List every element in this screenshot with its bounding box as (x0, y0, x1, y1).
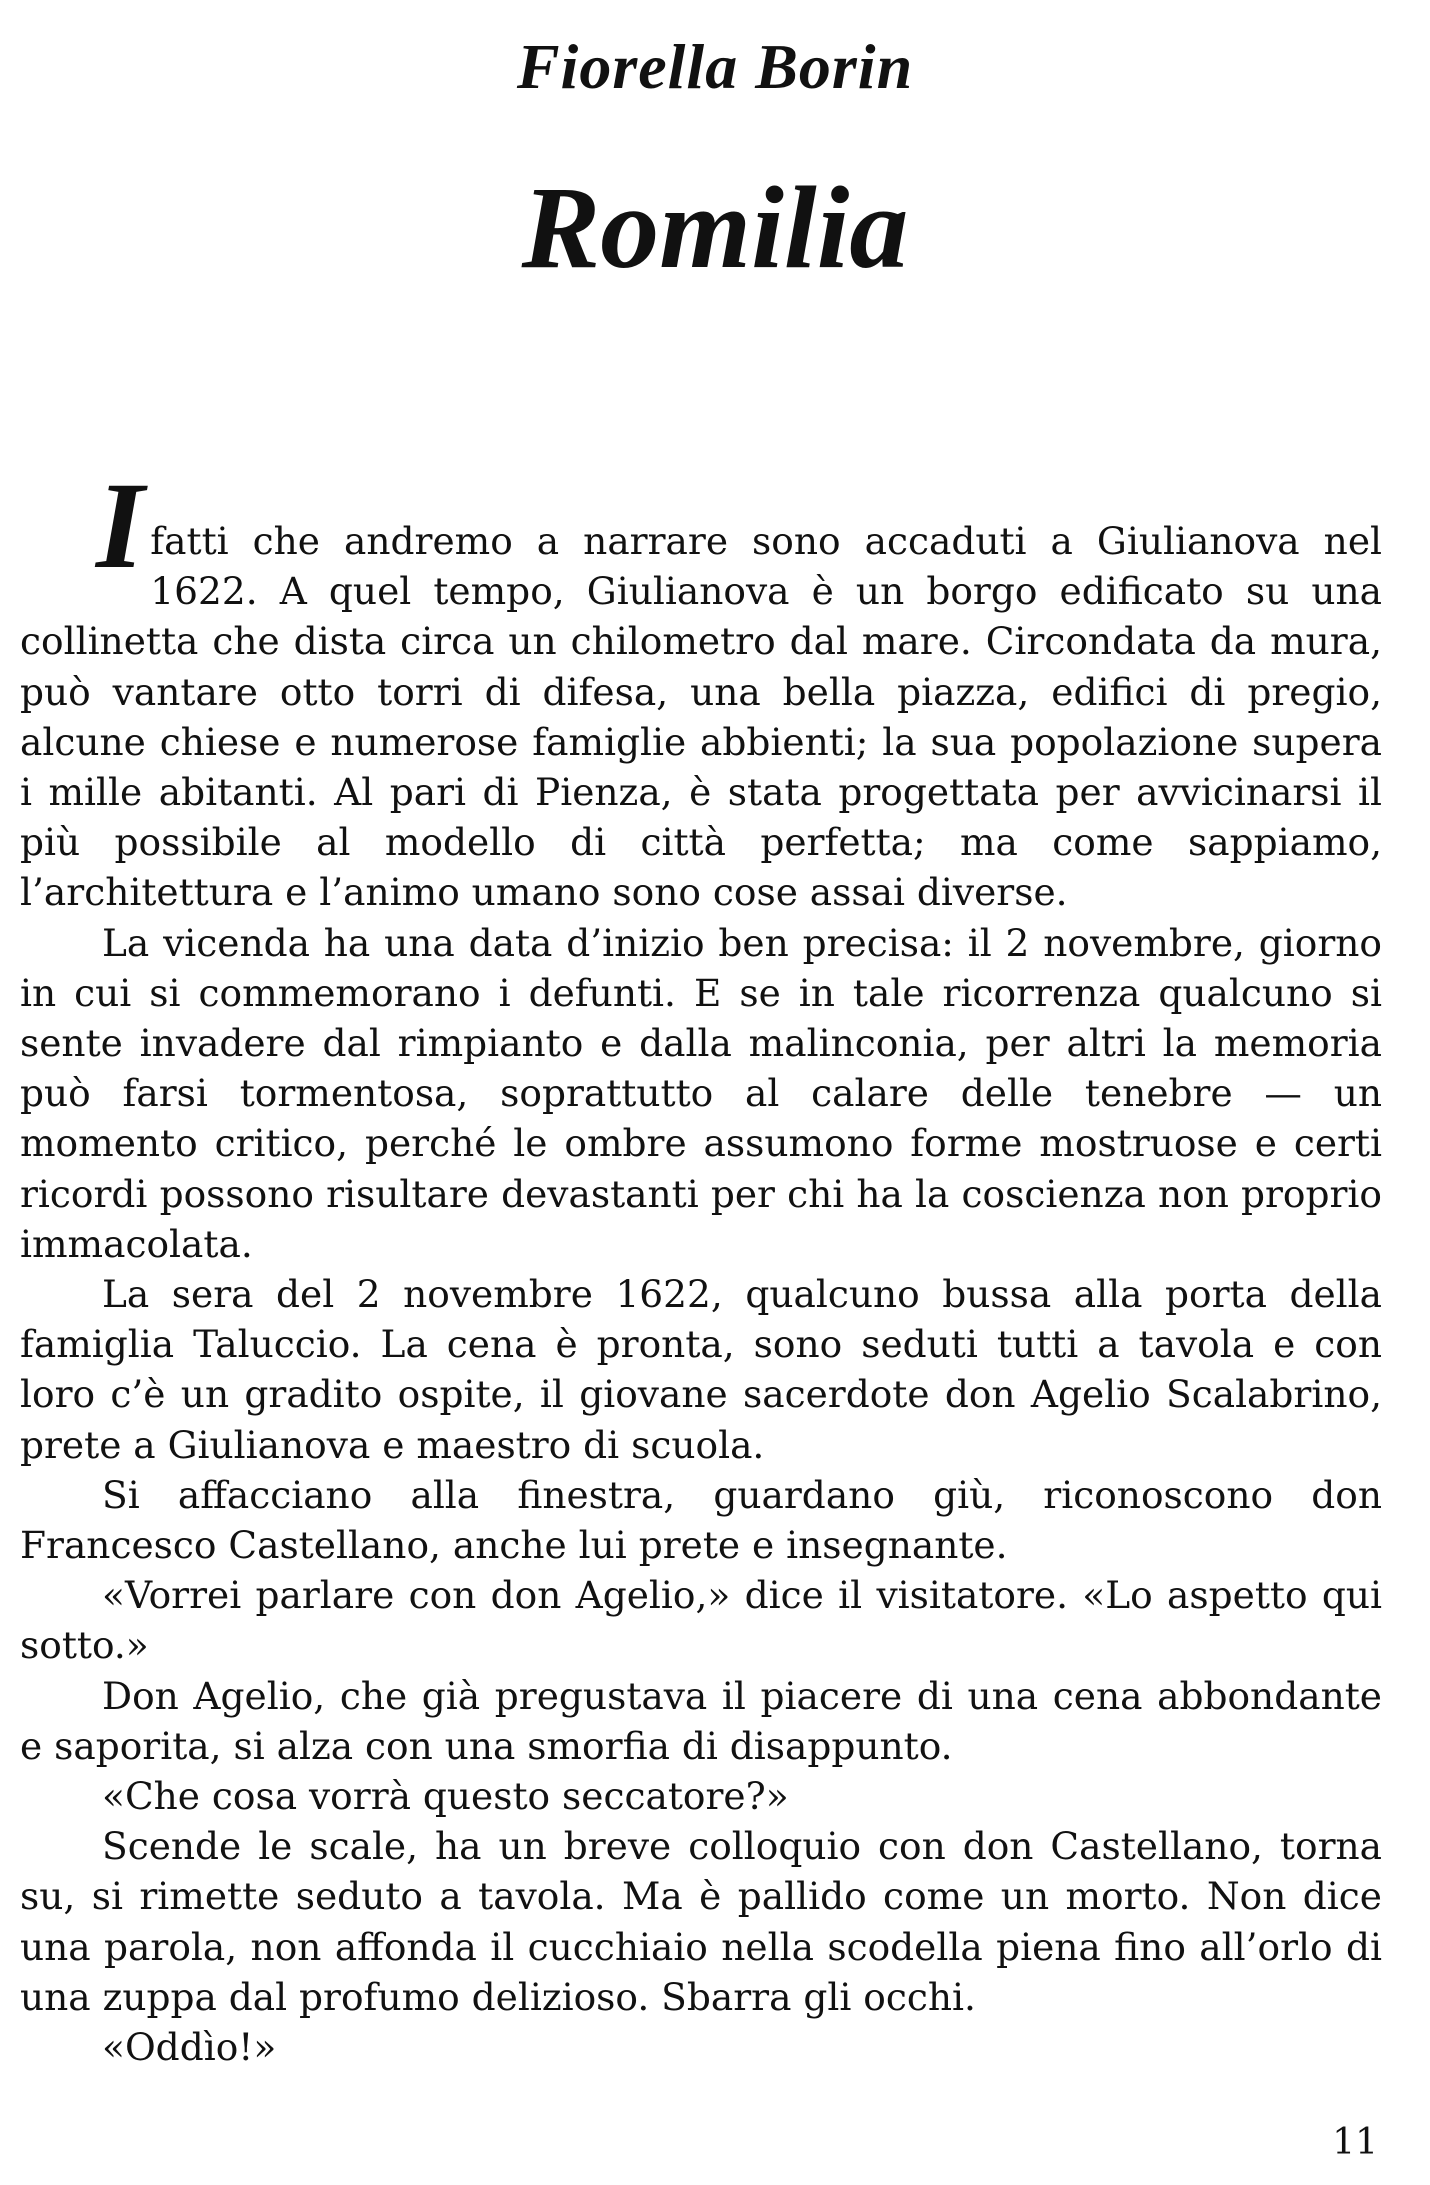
paragraph: Don Agelio, che già pregustava il piacere di una cena abbondante e saporita, si alza con una smorfia di disappunto. (20, 1673, 1382, 1768)
drop-cap: I (96, 457, 145, 594)
paragraph: «Che cosa vorrà questo seccatore?» (102, 1774, 789, 1819)
paragraph: Si affacciano alla finestra, guardano giù, riconoscono don Francesco Castellano, anche lui prete e insegnante. (20, 1472, 1382, 1568)
paragraph: Scende le scale, ha un breve colloquio con don Castellano, torna su, si rimette seduto a tavola. Ma è pallido come un morto. Non dice una parola, non affonda il cucchiaio nella scodella piena fino all’orlo di una zuppa dal profumo delizioso. Sbarra gli occhi. (20, 1824, 1382, 2019)
page-number: 11 (1332, 2122, 1378, 2163)
paragraph: «Oddìo!» (102, 2025, 277, 2070)
paragraph: La vicenda ha una data d’inizio ben precisa: il 2 novembre, giorno in cui si commemorano i defunti. E se in tale ricorrenza qualcuno si sente invadere dal rimpianto e dalla malinconia, per altri la memoria può farsi tormentosa, soprattutto al calare delle tenebre — un momento critico, perché le ombre assumono forme mostruose e certi ricordi possono risultare devastanti per chi ha la coscienza non proprio immacolata. (20, 920, 1382, 1266)
chapter-title: Romilia (521, 162, 909, 293)
paragraph-text: fatti che andremo a narrare sono accaduti a Giulianova nel 1622. A quel tempo, Giulianova è un borgo edificato su una collinetta che dista circa un chilometro dal mare. Circondata da mura, può vantare otto torri di difesa, una bella piazza, edifici di pregio, alcune chiese e numerose famiglie abbienti; la sua popolazione supera i mille abitanti. Al pari di Pienza, è stata progettata per avvicinarsi il più possibile al modello di città perfetta; ma come sappiamo, l’architettura e l’animo umano sono cose assai diverse. (20, 519, 1382, 915)
author-name: Fiorella Borin (516, 31, 914, 102)
paragraph (20, 457, 1382, 918)
paragraph: La sera del 2 novembre 1622, qualcuno bussa alla porta della famiglia Taluccio. La cena è pronta, sono seduti tutti a tavola e con loro c’è un gradito ospite, il giovane sacerdote don Agelio Scalabrino, prete a Giulianova e maestro di scuola. (20, 1272, 1382, 1467)
paragraph: «Vorrei parlare con don Agelio,» dice il visitatore. «Lo aspetto qui sotto.» (20, 1573, 1382, 1668)
body-text (20, 457, 1382, 2072)
